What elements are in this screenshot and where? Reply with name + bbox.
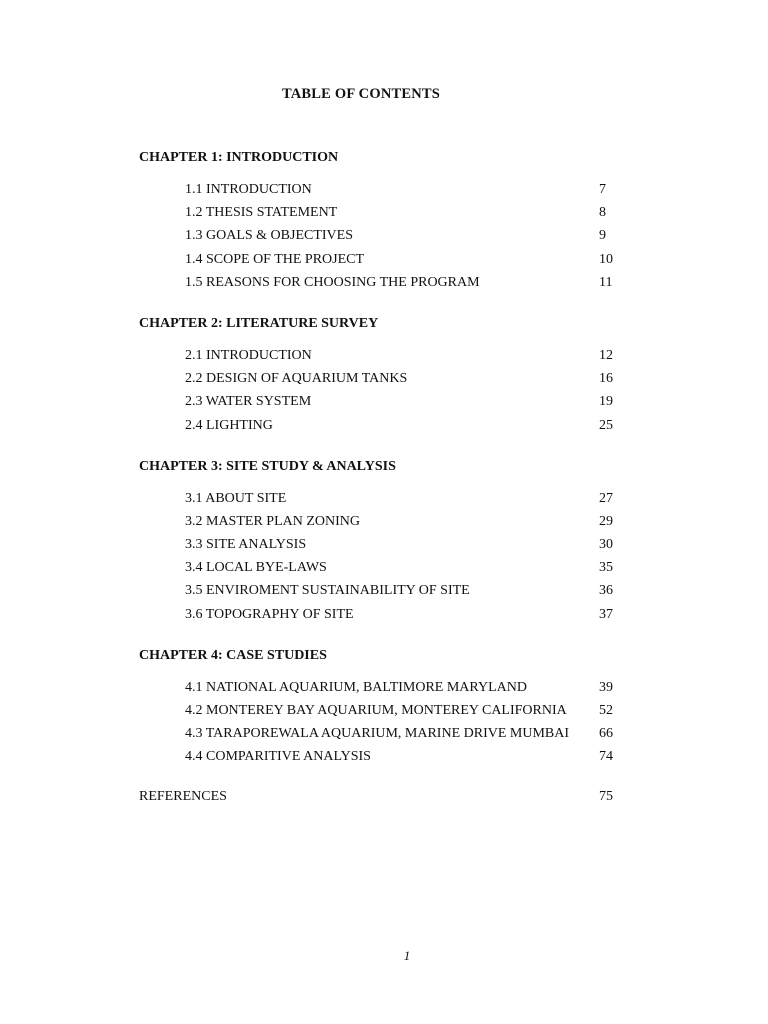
toc-entry <box>139 676 629 699</box>
toc-entry <box>139 699 629 722</box>
toc-entry <box>139 722 629 745</box>
entry-label: 4.3 TARAPOREWALA AQUARIUM, MARINE DRIVE MUMBAI <box>185 726 570 742</box>
chapter-heading: CHAPTER 1: INTRODUCTION <box>139 150 339 165</box>
entry-label: 1.4 SCOPE OF THE PROJECT <box>185 251 365 267</box>
entry-page-number: 19 <box>599 394 613 410</box>
toc-entry <box>139 271 629 294</box>
entry-label: 3.4 LOCAL BYE-LAWS <box>185 560 327 576</box>
entry-label: 1.2 THESIS STATEMENT <box>185 205 338 221</box>
toc-entry <box>139 201 629 224</box>
entry-page-number: 16 <box>599 371 613 387</box>
entry-page-number: 12 <box>599 347 613 363</box>
footer-page-number: 1 <box>403 948 411 963</box>
toc-entry <box>139 556 629 579</box>
toc-entry <box>139 178 629 201</box>
toc-entry <box>139 390 629 413</box>
entry-page-number: 10 <box>599 251 613 267</box>
chapter-3 <box>139 457 629 626</box>
toc-entry <box>139 487 629 510</box>
toc-entry <box>139 414 629 437</box>
entry-page-number: 27 <box>599 490 613 506</box>
entry-page-number: 66 <box>599 726 613 742</box>
references-entry <box>139 785 629 808</box>
toc-title: TABLE OF CONTENTS <box>281 86 441 102</box>
entry-label: 1.3 GOALS & OBJECTIVES <box>185 228 354 244</box>
toc-entry <box>139 248 629 271</box>
table-of-contents <box>139 148 629 808</box>
entry-label: 2.2 DESIGN OF AQUARIUM TANKS <box>185 371 408 387</box>
entry-label: 3.6 TOPOGRAPHY OF SITE <box>185 606 354 622</box>
toc-entry <box>139 367 629 390</box>
entry-page-number: 11 <box>599 274 613 290</box>
entry-page-number: 29 <box>599 513 613 529</box>
entry-label: 3.2 MASTER PLAN ZONING <box>185 513 360 529</box>
entry-label: 4.1 NATIONAL AQUARIUM, BALTIMORE MARYLAND <box>185 679 527 695</box>
entry-page-number: 39 <box>599 679 613 695</box>
entry-label: 2.1 INTRODUCTION <box>185 347 312 363</box>
entry-page-number: 7 <box>599 182 606 197</box>
entry-page-number: 8 <box>599 205 606 221</box>
entry-label: 4.4 COMPARITIVE ANALYSIS <box>185 749 371 765</box>
toc-entry <box>139 533 629 556</box>
entry-page-number: 9 <box>599 228 606 244</box>
entry-label: 4.2 MONTEREY BAY AQUARIUM, MONTEREY CALIFORNIA <box>185 703 567 718</box>
toc-entry <box>139 344 629 367</box>
entry-page-number: 30 <box>599 537 613 553</box>
toc-entry <box>139 579 629 602</box>
entry-page-number: 74 <box>599 749 613 765</box>
chapter-heading: CHAPTER 4: CASE STUDIES <box>139 647 327 663</box>
references-label: REFERENCES <box>139 788 227 804</box>
entry-page-number: 36 <box>599 583 613 599</box>
chapter-heading: CHAPTER 2: LITERATURE SURVEY <box>139 315 379 331</box>
chapter-4 <box>139 646 629 769</box>
entry-label: 1.1 INTRODUCTION <box>185 182 312 197</box>
chapter-2 <box>139 314 629 437</box>
entry-page-number: 25 <box>599 417 613 433</box>
chapter-1 <box>139 148 629 294</box>
references-page-number: 75 <box>599 788 613 804</box>
entry-page-number: 52 <box>599 703 613 718</box>
entry-page-number: 37 <box>599 606 613 622</box>
entry-label: 3.3 SITE ANALYSIS <box>185 537 307 553</box>
toc-entry <box>139 603 629 626</box>
toc-entry <box>139 510 629 533</box>
toc-entry <box>139 224 629 247</box>
entry-label: 2.3 WATER SYSTEM <box>185 394 312 410</box>
chapter-heading: CHAPTER 3: SITE STUDY & ANALYSIS <box>139 458 396 474</box>
entry-label: 3.1 ABOUT SITE <box>185 490 287 506</box>
toc-entry <box>139 745 629 768</box>
entry-label: 2.4 LIGHTING <box>185 417 273 433</box>
entry-label: 1.5 REASONS FOR CHOOSING THE PROGRAM <box>185 274 480 290</box>
entry-page-number: 35 <box>599 560 613 576</box>
entry-label: 3.5 ENVIROMENT SUSTAINABILITY OF SITE <box>185 583 470 599</box>
